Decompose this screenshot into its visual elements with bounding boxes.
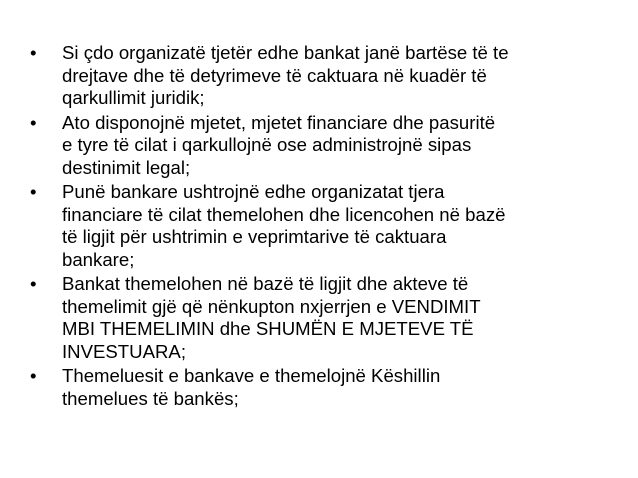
bullet-dot-icon: •: [30, 181, 37, 202]
bullet-item-3: [24, 181, 620, 271]
bullet-list: [24, 42, 620, 412]
bullet-dot-icon: •: [30, 42, 37, 63]
bullet-dot-icon: •: [30, 365, 37, 386]
bullet-text: Themeluesit e bankave e themelojnë Këshillin themelues të bankës;: [62, 365, 441, 409]
bullet-text: Bankat themelohen në bazë të ligjit dhe akteve të themelimit gjë që nënkupton nxjerrjen e VENDIMIT MBI THEMELIMIN dhe SHUMËN E MJETEVE TË INVESTUARA;: [62, 273, 481, 362]
bullet-item-4: [24, 273, 620, 363]
bullet-item-5: [24, 365, 620, 410]
bullet-dot-icon: •: [30, 273, 37, 294]
bullet-text: Ato disponojnë mjetet, mjetet financiare dhe pasuritë e tyre të cilat i qarkullojnë ose administrojnë sipas destinimit legal;: [62, 111, 496, 178]
bullet-item-1: [24, 42, 620, 110]
bullet-dot-icon: •: [30, 111, 37, 133]
bullet-item-2: [24, 112, 620, 180]
bullet-text: Si çdo organizatë tjetër edhe bankat janë bartëse të te drejtave dhe të detyrimeve të caktuara në kuadër të qarkullimit juridik;: [62, 42, 509, 108]
bullet-text: Punë bankare ushtrojnë edhe organizatat tjera financiare të cilat themelohen dhe licencohen në bazë të ligjit për ushtrimin e veprimtarive të caktuara bankare;: [62, 181, 506, 270]
